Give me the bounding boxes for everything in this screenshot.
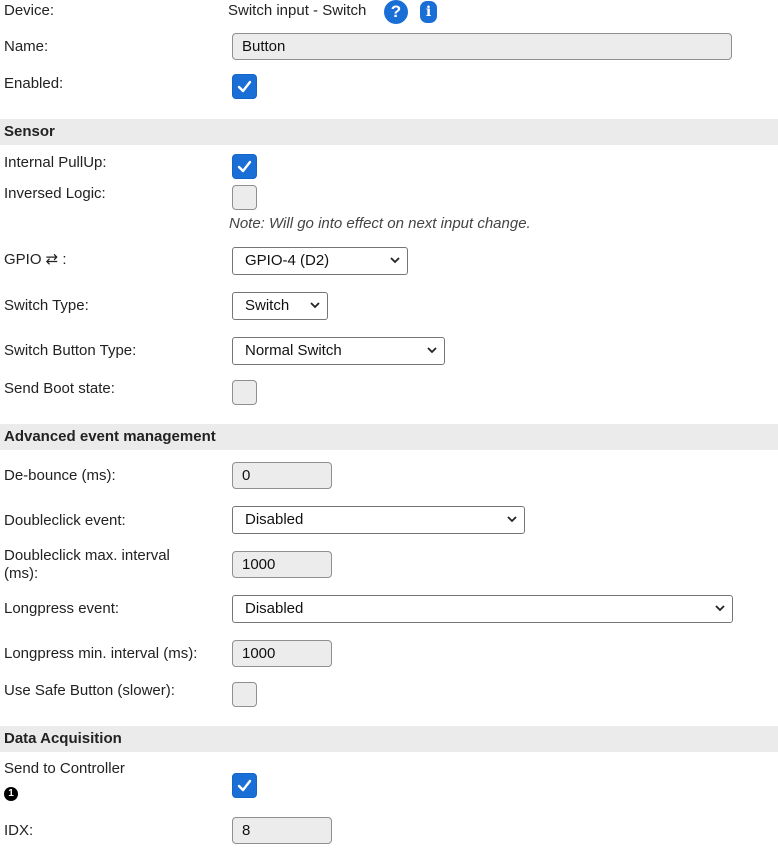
doubleclick-event-select-value: Disabled xyxy=(245,511,304,528)
inversed-logic-label: Inversed Logic: xyxy=(4,185,106,202)
chevron-down-icon xyxy=(310,302,320,309)
debounce-label: De-bounce (ms): xyxy=(4,467,116,484)
send-to-controller-label: Send to Controller xyxy=(4,760,125,777)
checkmark-icon xyxy=(237,160,252,173)
doubleclick-interval-input[interactable]: 1000 xyxy=(232,551,332,578)
longpress-event-select-value: Disabled xyxy=(245,600,304,617)
longpress-event-label: Longpress event: xyxy=(4,600,120,617)
safe-button-label: Use Safe Button (slower): xyxy=(4,682,175,699)
chevron-down-icon xyxy=(390,257,400,264)
enabled-label: Enabled: xyxy=(4,75,64,92)
gpio-select-value: GPIO-4 (D2) xyxy=(245,252,330,269)
doubleclick-event-select[interactable] xyxy=(232,506,525,534)
longpress-event-select[interactable] xyxy=(232,595,733,623)
inversed-logic-note: Note: Will go into effect on next input change. xyxy=(229,215,531,232)
idx-label: IDX: xyxy=(4,822,34,839)
chevron-down-icon xyxy=(427,347,437,354)
send-boot-state-checkbox[interactable] xyxy=(232,380,257,405)
safe-button-checkbox[interactable] xyxy=(232,682,257,707)
doubleclick-event-label: Doubleclick event: xyxy=(4,512,126,529)
switch-button-type-select[interactable] xyxy=(232,337,445,365)
device-label: Device: xyxy=(4,2,55,19)
controller-number-badge: 1 xyxy=(4,787,18,801)
switch-type-select-value: Switch xyxy=(245,297,290,314)
send-to-controller-checkbox[interactable] xyxy=(232,773,257,798)
switch-type-select[interactable] xyxy=(232,292,328,320)
internal-pullup-label: Internal PullUp: xyxy=(4,154,107,171)
section-data-acquisition: Data Acquisition xyxy=(0,726,778,752)
section-advanced: Advanced event management xyxy=(0,424,778,450)
chevron-down-icon xyxy=(507,516,517,523)
chevron-down-icon xyxy=(715,605,725,612)
gpio-label: GPIO ⇄ : xyxy=(4,251,67,268)
internal-pullup-checkbox[interactable] xyxy=(232,154,257,179)
longpress-interval-input[interactable]: 1000 xyxy=(232,640,332,667)
name-label: Name: xyxy=(4,38,49,55)
doubleclick-interval-label: Doubleclick max. interval (ms): xyxy=(4,547,170,582)
inversed-logic-checkbox[interactable] xyxy=(232,185,257,210)
device-value: Switch input - Switch xyxy=(228,2,367,19)
switch-button-type-label: Switch Button Type: xyxy=(4,342,137,359)
checkmark-icon xyxy=(237,80,252,93)
name-input[interactable]: Button xyxy=(232,33,732,60)
question-mark-icon[interactable]: ? xyxy=(384,0,408,24)
section-sensor: Sensor xyxy=(0,119,778,145)
info-icon[interactable]: i xyxy=(420,1,437,23)
checkmark-icon xyxy=(237,779,252,792)
debounce-input[interactable]: 0 xyxy=(232,462,332,489)
enabled-checkbox[interactable] xyxy=(232,74,257,99)
switch-type-label: Switch Type: xyxy=(4,297,89,314)
switch-button-type-select-value: Normal Switch xyxy=(245,342,342,359)
idx-input[interactable]: 8 xyxy=(232,817,332,844)
send-boot-state-label: Send Boot state: xyxy=(4,380,115,397)
longpress-interval-label: Longpress min. interval (ms): xyxy=(4,645,198,662)
gpio-select[interactable] xyxy=(232,247,408,275)
